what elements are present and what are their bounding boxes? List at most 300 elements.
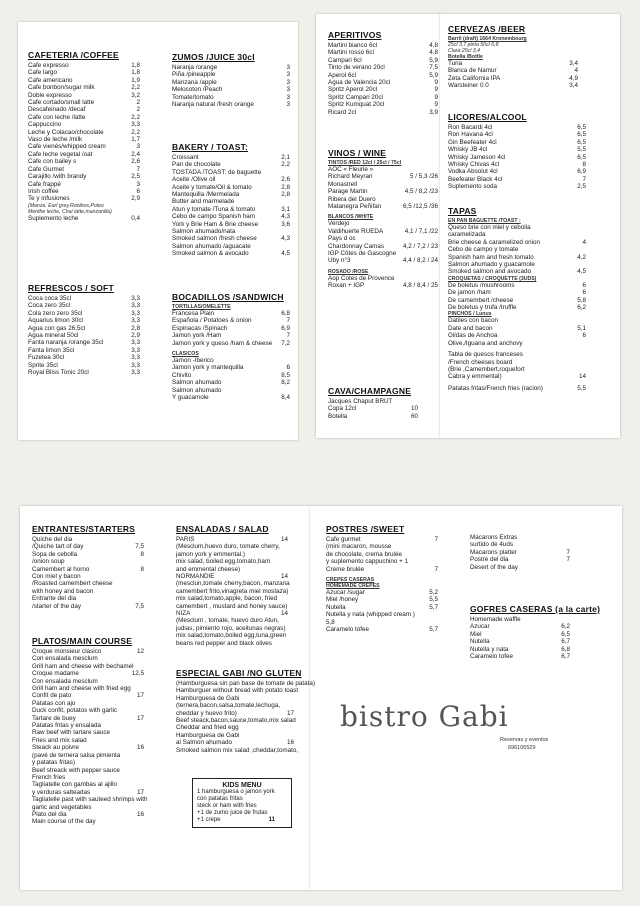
item-name: Irish coffee bbox=[28, 187, 59, 195]
item-name: Vodka Absolut 4cl bbox=[448, 168, 498, 176]
item-name: Coca zero 35cl bbox=[28, 302, 70, 310]
section-subtitle: CROQUETAS / CROQUETTE (3UDS) bbox=[448, 275, 537, 282]
item-price: 4 bbox=[574, 67, 578, 75]
item-name: Hamburguesa de Gabi bbox=[176, 694, 240, 702]
item-name: Cafe gurmet bbox=[326, 536, 361, 543]
menu-item bbox=[448, 183, 586, 190]
item-price: 3,3 bbox=[131, 346, 140, 354]
menu-item bbox=[328, 101, 438, 108]
menu-item bbox=[28, 369, 140, 376]
section-title: BAKERY / TOAST: bbox=[172, 142, 249, 152]
menu-item bbox=[28, 151, 140, 158]
item-price: 3,4 bbox=[569, 60, 578, 67]
menu-item bbox=[448, 254, 586, 261]
item-name: Suplemento soda bbox=[448, 183, 498, 191]
menu-item bbox=[470, 623, 570, 630]
menu-item bbox=[448, 325, 586, 332]
item-name: Te y infusiones bbox=[28, 195, 70, 203]
menu-item bbox=[32, 685, 144, 692]
item-price: 3 bbox=[136, 143, 140, 151]
item-price: 2,9 bbox=[131, 332, 140, 340]
item-name: Carajillo /with brandy bbox=[28, 173, 87, 181]
menu-item bbox=[176, 680, 315, 687]
menu-item bbox=[328, 405, 418, 412]
item-name: beans red pepper and black olives bbox=[176, 639, 272, 647]
menu-item bbox=[328, 243, 438, 250]
menu-item bbox=[176, 739, 294, 746]
item-price: 6,5 bbox=[577, 153, 586, 161]
menu-item bbox=[172, 317, 290, 324]
menu-item bbox=[328, 220, 438, 227]
item-name: Pan de chocolate bbox=[172, 161, 221, 169]
menu-item bbox=[470, 653, 570, 660]
item-name: Chivito bbox=[172, 371, 192, 379]
item-price: 6,5 bbox=[577, 138, 586, 146]
item-name: /French cheeses board bbox=[448, 358, 513, 366]
item-name: De camembert /cheese bbox=[448, 296, 514, 304]
item-price: 3,3 bbox=[131, 317, 140, 325]
menu-item bbox=[28, 215, 140, 222]
menu-item bbox=[32, 774, 144, 781]
item-name: Ron Bacardi 4cl bbox=[448, 124, 493, 131]
item-price: 9 bbox=[434, 79, 438, 87]
licores-section bbox=[448, 112, 586, 191]
item-price: 6,9 bbox=[577, 168, 586, 176]
menu-item bbox=[32, 536, 144, 543]
menu-item bbox=[176, 566, 288, 573]
item-price: 4,3 bbox=[281, 235, 290, 243]
section-subtitle: EN PAN BAGUETTE /TOAST : bbox=[448, 218, 521, 224]
item-price: 3 bbox=[286, 78, 290, 86]
menu-item bbox=[328, 49, 438, 56]
item-name: Beef streack with pepper sauce bbox=[32, 766, 120, 774]
item-name: Mantequilla /Mermelada bbox=[172, 191, 240, 199]
item-price: 4,2 bbox=[577, 253, 586, 261]
menu-item bbox=[28, 181, 140, 188]
section-title: BOCADILLOS /SANDWICH bbox=[172, 292, 284, 302]
item-price: 5,9 bbox=[429, 56, 438, 64]
item-name: y suplemento cappuchino + 1 bbox=[326, 558, 409, 566]
item-name: Cafe frappé bbox=[28, 180, 61, 188]
menu-item bbox=[32, 543, 144, 550]
menu-item bbox=[448, 239, 586, 246]
item-name: Hamburguesa de Gabi bbox=[176, 731, 240, 739]
menu-item bbox=[326, 596, 438, 603]
menu-item bbox=[326, 611, 438, 618]
item-name: Aquarius limon 30cl bbox=[28, 317, 83, 325]
item-price: 3,3 bbox=[131, 302, 140, 310]
menu-item bbox=[28, 188, 140, 195]
item-price: 12 bbox=[136, 648, 144, 655]
item-price: 3,3 bbox=[131, 354, 140, 362]
menu-item bbox=[448, 154, 586, 161]
menu-item bbox=[32, 707, 144, 714]
menu-item bbox=[28, 62, 140, 69]
menu-item bbox=[448, 359, 586, 366]
section-subtitle: ROSADO /ROSE bbox=[328, 268, 369, 275]
section-subtitle: Menthe leche, Chai latte,manzanilla) bbox=[28, 208, 112, 215]
item-name: y verduras salteadas bbox=[32, 788, 91, 796]
menu-item bbox=[448, 124, 586, 131]
kids-line: steck or ham with fries bbox=[197, 803, 257, 809]
item-name: Camembert al horno bbox=[32, 565, 90, 573]
item-name: Whisky JB 4cl bbox=[448, 146, 488, 154]
item-name: Cola zero zero 35cl bbox=[28, 309, 83, 317]
item-name: Croque monsieur clasico bbox=[32, 648, 102, 655]
item-name: Martini bianco 6cl bbox=[328, 42, 377, 49]
item-name: Leche y Colacao/chocolate bbox=[28, 128, 104, 136]
menu-item bbox=[32, 670, 144, 677]
platos-section bbox=[32, 636, 148, 826]
item-price: 1,8 bbox=[131, 62, 140, 69]
item-name: Cafe bonbon/sugar milk bbox=[28, 84, 95, 92]
menu-item bbox=[28, 332, 140, 339]
item-name: Ricard 2cl bbox=[328, 108, 356, 116]
menu-item bbox=[32, 804, 144, 811]
item-name: Main course of the day bbox=[32, 818, 96, 826]
item-price: 17 bbox=[136, 692, 144, 700]
item-name: /Quiche tart of day bbox=[32, 543, 84, 551]
item-name: de chocolate, crema brulée bbox=[326, 550, 402, 558]
section-title: ZUMOS /JUICE 30cl bbox=[172, 52, 255, 62]
item-name: camembert frito,vinagreta miel mostaza) bbox=[176, 587, 289, 595]
item-price: 16 bbox=[136, 744, 144, 752]
section-title: CERVEZAS /BEER bbox=[448, 24, 526, 34]
item-name: mix salad,tomato,apple, bacon, fried bbox=[176, 595, 278, 603]
item-name: Agua mineral 50cl bbox=[28, 332, 79, 340]
item-name: Doble expresso bbox=[28, 91, 72, 99]
menu-item bbox=[470, 631, 570, 638]
menu-item bbox=[326, 543, 438, 550]
menu-item bbox=[448, 340, 586, 347]
menu-item bbox=[328, 282, 438, 289]
item-name: De boletus y trufa /truffle bbox=[448, 304, 517, 312]
menu-item bbox=[32, 781, 144, 788]
item-name: Smoked salmon and avocado bbox=[448, 268, 531, 276]
item-name: Queso brie con miel y cebolla bbox=[448, 224, 531, 231]
menu-item bbox=[176, 573, 288, 580]
menu-item bbox=[172, 161, 290, 168]
item-name: (ternera,bacon,salsa,tomate,lechuga, bbox=[176, 702, 280, 710]
item-name: Gin Beefeater 4cl bbox=[448, 138, 497, 146]
item-name: Matanegra Peñifan bbox=[328, 203, 382, 211]
item-name: Parage Martin bbox=[328, 188, 368, 196]
item-name: Fries and mix salad bbox=[32, 736, 87, 744]
menu-item bbox=[328, 181, 438, 188]
menu-item bbox=[28, 354, 140, 361]
menu-item bbox=[28, 69, 140, 76]
menu-item bbox=[28, 173, 140, 180]
menu-item bbox=[172, 325, 290, 332]
bistro-logo: bistro Gabi bbox=[340, 700, 509, 733]
section-title: GOFRES CASERAS (a la carte) bbox=[470, 604, 601, 614]
menu-item bbox=[172, 310, 290, 317]
menu-item bbox=[176, 687, 299, 695]
menu-item bbox=[448, 268, 586, 275]
item-price: 5,9 bbox=[429, 71, 438, 79]
menu-item bbox=[448, 131, 586, 138]
menu-item bbox=[172, 184, 290, 191]
menu-item bbox=[328, 79, 438, 86]
item-name: /starter of the day bbox=[32, 602, 82, 610]
item-name: Y guacamole bbox=[172, 394, 209, 402]
item-name: Coca coca 35cl bbox=[28, 295, 72, 302]
item-name: y patatas fritas) bbox=[32, 759, 76, 767]
item-price: 9 bbox=[434, 86, 438, 94]
item-name: Francesa Plain bbox=[172, 310, 214, 317]
item-price: 12,5 bbox=[131, 670, 144, 678]
menu-item bbox=[448, 261, 586, 268]
item-name: Salmon ahumado y guacamole bbox=[448, 261, 535, 269]
item-name: Creme brulée bbox=[326, 565, 365, 573]
menu-item bbox=[328, 72, 438, 79]
item-name: Jacques Chaput BRUT bbox=[328, 398, 393, 405]
item-name: Aceite y tomate/Oil & tomato bbox=[172, 183, 252, 191]
menu-item bbox=[32, 692, 144, 699]
item-price: 6,8 bbox=[281, 310, 290, 317]
menu-item bbox=[172, 213, 290, 220]
section-subtitle: 25cl 3,7 pinta 50cl 6,8 bbox=[448, 42, 499, 48]
item-name: Steack au poivre bbox=[32, 744, 79, 752]
bocadillos-section bbox=[172, 292, 290, 401]
item-price: 6,5 bbox=[561, 630, 570, 638]
item-price: 7 bbox=[566, 556, 570, 564]
menu-item bbox=[176, 543, 288, 550]
item-name: Melocoton /Peach bbox=[172, 86, 223, 94]
item-price: 2,2 bbox=[131, 84, 140, 92]
menu-item bbox=[32, 580, 144, 587]
item-name: (Mesclum , tomate, huevo duro Atun, bbox=[176, 617, 279, 625]
menu-item bbox=[448, 224, 586, 231]
item-name: Española / Potatoes & onion bbox=[172, 317, 252, 325]
menu-item bbox=[328, 203, 438, 210]
item-price: 2,5 bbox=[131, 173, 140, 181]
item-name: Jamon york y queso /ham & cheese bbox=[172, 339, 273, 347]
item-name: Hamburguer without bread with potato toast bbox=[176, 687, 299, 695]
menu-item bbox=[28, 347, 140, 354]
item-name: Confit de pato bbox=[32, 692, 72, 700]
item-name: Raw beef with tartare sauce bbox=[32, 729, 111, 737]
item-price: 7 bbox=[286, 317, 290, 325]
item-name: Salmon ahumado bbox=[172, 386, 222, 394]
item-name: Azucar /sugar bbox=[326, 589, 365, 597]
menu-item bbox=[172, 206, 290, 213]
menu-item bbox=[172, 169, 290, 176]
item-name: Homemade waffle bbox=[470, 616, 521, 623]
item-name: Fuzetea 30cl bbox=[28, 354, 65, 362]
item-name: (pavé de ternera salsa pimienta bbox=[32, 751, 121, 759]
item-price: 7,2 bbox=[281, 339, 290, 347]
menu-item bbox=[448, 75, 578, 82]
kids-line: +1 de zumo juice de frutas bbox=[197, 810, 268, 816]
item-price: 5,1 bbox=[577, 324, 586, 332]
item-price: 6 bbox=[136, 187, 140, 195]
menu-item bbox=[328, 413, 418, 420]
item-price: 2,2 bbox=[281, 161, 290, 169]
ensaladas-section bbox=[176, 524, 288, 647]
item-name: Grill ham and cheese with fried egg bbox=[32, 685, 131, 693]
item-name: Patatas fritas/French fries (racion) bbox=[448, 384, 543, 392]
item-price: 2 bbox=[136, 106, 140, 114]
item-name: Piña /pineapple bbox=[172, 71, 216, 79]
menu-item bbox=[172, 101, 290, 108]
menu-item bbox=[28, 295, 140, 302]
item-price: 4,8 bbox=[429, 42, 438, 49]
section-subtitle: CREPES CASERAS bbox=[326, 577, 375, 584]
item-price: 2,5 bbox=[577, 183, 586, 191]
item-price: 5,7 bbox=[429, 603, 438, 611]
menu-item bbox=[172, 235, 290, 242]
item-price: 7 bbox=[434, 536, 438, 543]
item-price: 3,3 bbox=[131, 361, 140, 369]
item-name: Sprite 35cl bbox=[28, 361, 58, 369]
item-name: Martini rosso 6cl bbox=[328, 49, 374, 57]
section-subtitle: BLANCOS /WHITE bbox=[328, 214, 374, 221]
item-name: Beefeater Black 4cl bbox=[448, 175, 503, 183]
menu-item bbox=[328, 196, 438, 203]
menu-item bbox=[28, 143, 140, 150]
macarons-section bbox=[470, 534, 570, 571]
tapas-section bbox=[448, 206, 586, 392]
menu-item bbox=[328, 64, 438, 71]
item-name: Whisky Chivas 4cl bbox=[448, 161, 500, 169]
menu-item bbox=[28, 166, 140, 173]
item-name: Smoked salmon mix salad ,cheddar,tomato, bbox=[176, 746, 299, 754]
menu-item bbox=[470, 549, 570, 556]
item-name: (Mesclum,huevo duro, tomate cherry, bbox=[176, 543, 280, 551]
menu-item bbox=[176, 617, 288, 624]
menu-item bbox=[32, 573, 144, 580]
menu-item bbox=[326, 589, 438, 596]
menu-item bbox=[176, 695, 294, 702]
item-name: Jamon york y mantequilla bbox=[172, 364, 244, 372]
item-name: Pays d oc bbox=[328, 235, 356, 243]
item-price: 2,9 bbox=[131, 195, 140, 203]
menu-item bbox=[28, 114, 140, 121]
menu-item bbox=[328, 94, 438, 101]
section-title: CAFETERIA /COFFEE bbox=[28, 50, 119, 60]
item-name: Campari 6cl bbox=[328, 56, 362, 64]
item-name: (mini macaron, mousse bbox=[326, 543, 392, 551]
item-name: Fanta naranja /orange 35cl bbox=[28, 339, 104, 347]
menu-item bbox=[328, 166, 438, 173]
menu-item bbox=[32, 715, 144, 722]
item-price: 1,8 bbox=[131, 69, 140, 77]
item-price: 7,5 bbox=[135, 543, 144, 551]
gabi-section bbox=[176, 668, 315, 754]
item-price: 14 bbox=[578, 373, 586, 381]
item-name: Croissant bbox=[172, 154, 199, 161]
item-name: Cafe americano bbox=[28, 76, 73, 84]
item-price: 3 bbox=[286, 93, 290, 101]
item-name: Salmon ahumado /aguacate bbox=[172, 242, 251, 250]
item-price: 8,2 bbox=[281, 379, 290, 387]
menu-item bbox=[176, 625, 288, 632]
menu-item bbox=[470, 534, 570, 541]
item-price: 2,1 bbox=[281, 154, 290, 161]
item-name: and emmental cheese) bbox=[176, 565, 241, 573]
menu-item bbox=[326, 551, 438, 558]
menu-item bbox=[172, 364, 290, 371]
item-name: Cabra y emmental) bbox=[448, 373, 502, 381]
menu-item bbox=[176, 732, 294, 739]
menu-item bbox=[32, 663, 144, 670]
menu-item bbox=[326, 558, 438, 565]
item-name: Nutella y nata (whipped cream ) bbox=[326, 611, 415, 619]
menu-item bbox=[470, 616, 570, 623]
item-price: 7 bbox=[136, 165, 140, 173]
section-title: VINOS / WINE bbox=[328, 148, 387, 158]
item-price: 3 bbox=[136, 180, 140, 188]
item-price: 10 bbox=[410, 405, 418, 413]
item-name: Patatas fritas y ensalada bbox=[32, 722, 101, 730]
item-name: Croque madame bbox=[32, 670, 79, 678]
item-name: Date and bacon bbox=[448, 324, 493, 332]
menu-item bbox=[172, 176, 290, 183]
menu-item bbox=[172, 94, 290, 101]
item-name: Spritz Aperol 20cl bbox=[328, 86, 378, 94]
item-price: 3,2 bbox=[131, 91, 140, 99]
item-name: Patatas con ajo bbox=[32, 699, 76, 707]
kids-line bbox=[197, 817, 287, 824]
menu-item bbox=[176, 595, 288, 602]
section-title: LICORES/ALCOOL bbox=[448, 112, 527, 122]
item-name: Cafe cortado/small latte bbox=[28, 99, 95, 107]
item-price: 2,8 bbox=[281, 183, 290, 191]
menu-item bbox=[28, 195, 140, 202]
item-name: (Hamburguesa sin pan base de tomate de patata) bbox=[176, 680, 315, 687]
menu-item bbox=[28, 92, 140, 99]
item-name: Con ensalada mesclum bbox=[32, 655, 98, 663]
item-price: 9 bbox=[434, 93, 438, 101]
item-price: 6,7 bbox=[561, 638, 570, 646]
menu-item bbox=[448, 332, 586, 339]
item-price: 2,4 bbox=[131, 150, 140, 158]
item-name: Richard Meyran bbox=[328, 173, 373, 181]
item-name: surtido de 4uds bbox=[470, 541, 514, 549]
item-price: 17 bbox=[136, 714, 144, 722]
item-price: 5,7 bbox=[429, 626, 438, 634]
menu-item bbox=[32, 744, 144, 751]
item-name: Cappuccino bbox=[28, 121, 62, 129]
menu-item bbox=[448, 60, 578, 67]
menu-item bbox=[32, 551, 144, 558]
menu-item bbox=[176, 717, 294, 724]
item-name: Botella bbox=[328, 412, 348, 420]
item-price: 2,2 bbox=[131, 128, 140, 136]
item-price: 8 bbox=[140, 565, 144, 573]
menu-item bbox=[28, 310, 140, 317]
item-name: Agua con gas 26,5cl bbox=[28, 324, 86, 332]
item-name: Espinacas /Spinach bbox=[172, 324, 228, 332]
menu-item bbox=[172, 372, 290, 379]
item-name: mix salad, boiled egg,tomato,ham bbox=[176, 558, 271, 566]
menu-item bbox=[176, 558, 288, 565]
item-price: 6,5 /12,5 /36 bbox=[402, 203, 438, 211]
item-name: Naranja natural /fresh orange bbox=[172, 101, 254, 109]
section-title: ENSALADAS / SALAD bbox=[176, 524, 269, 534]
contact-phone: 696106529 bbox=[508, 745, 536, 751]
menu-item bbox=[32, 678, 144, 685]
item-price: 3,3 bbox=[131, 309, 140, 317]
item-price: 16 bbox=[136, 810, 144, 818]
item-price: 3,3 bbox=[131, 121, 140, 129]
kids-line: 1 hamburguesa o jamon york bbox=[197, 789, 275, 795]
item-name: Desert of the day bbox=[470, 563, 518, 571]
item-price: 6 bbox=[582, 289, 586, 297]
section-title: TAPAS bbox=[448, 206, 477, 216]
item-name: garlic and vegetables bbox=[32, 803, 92, 811]
